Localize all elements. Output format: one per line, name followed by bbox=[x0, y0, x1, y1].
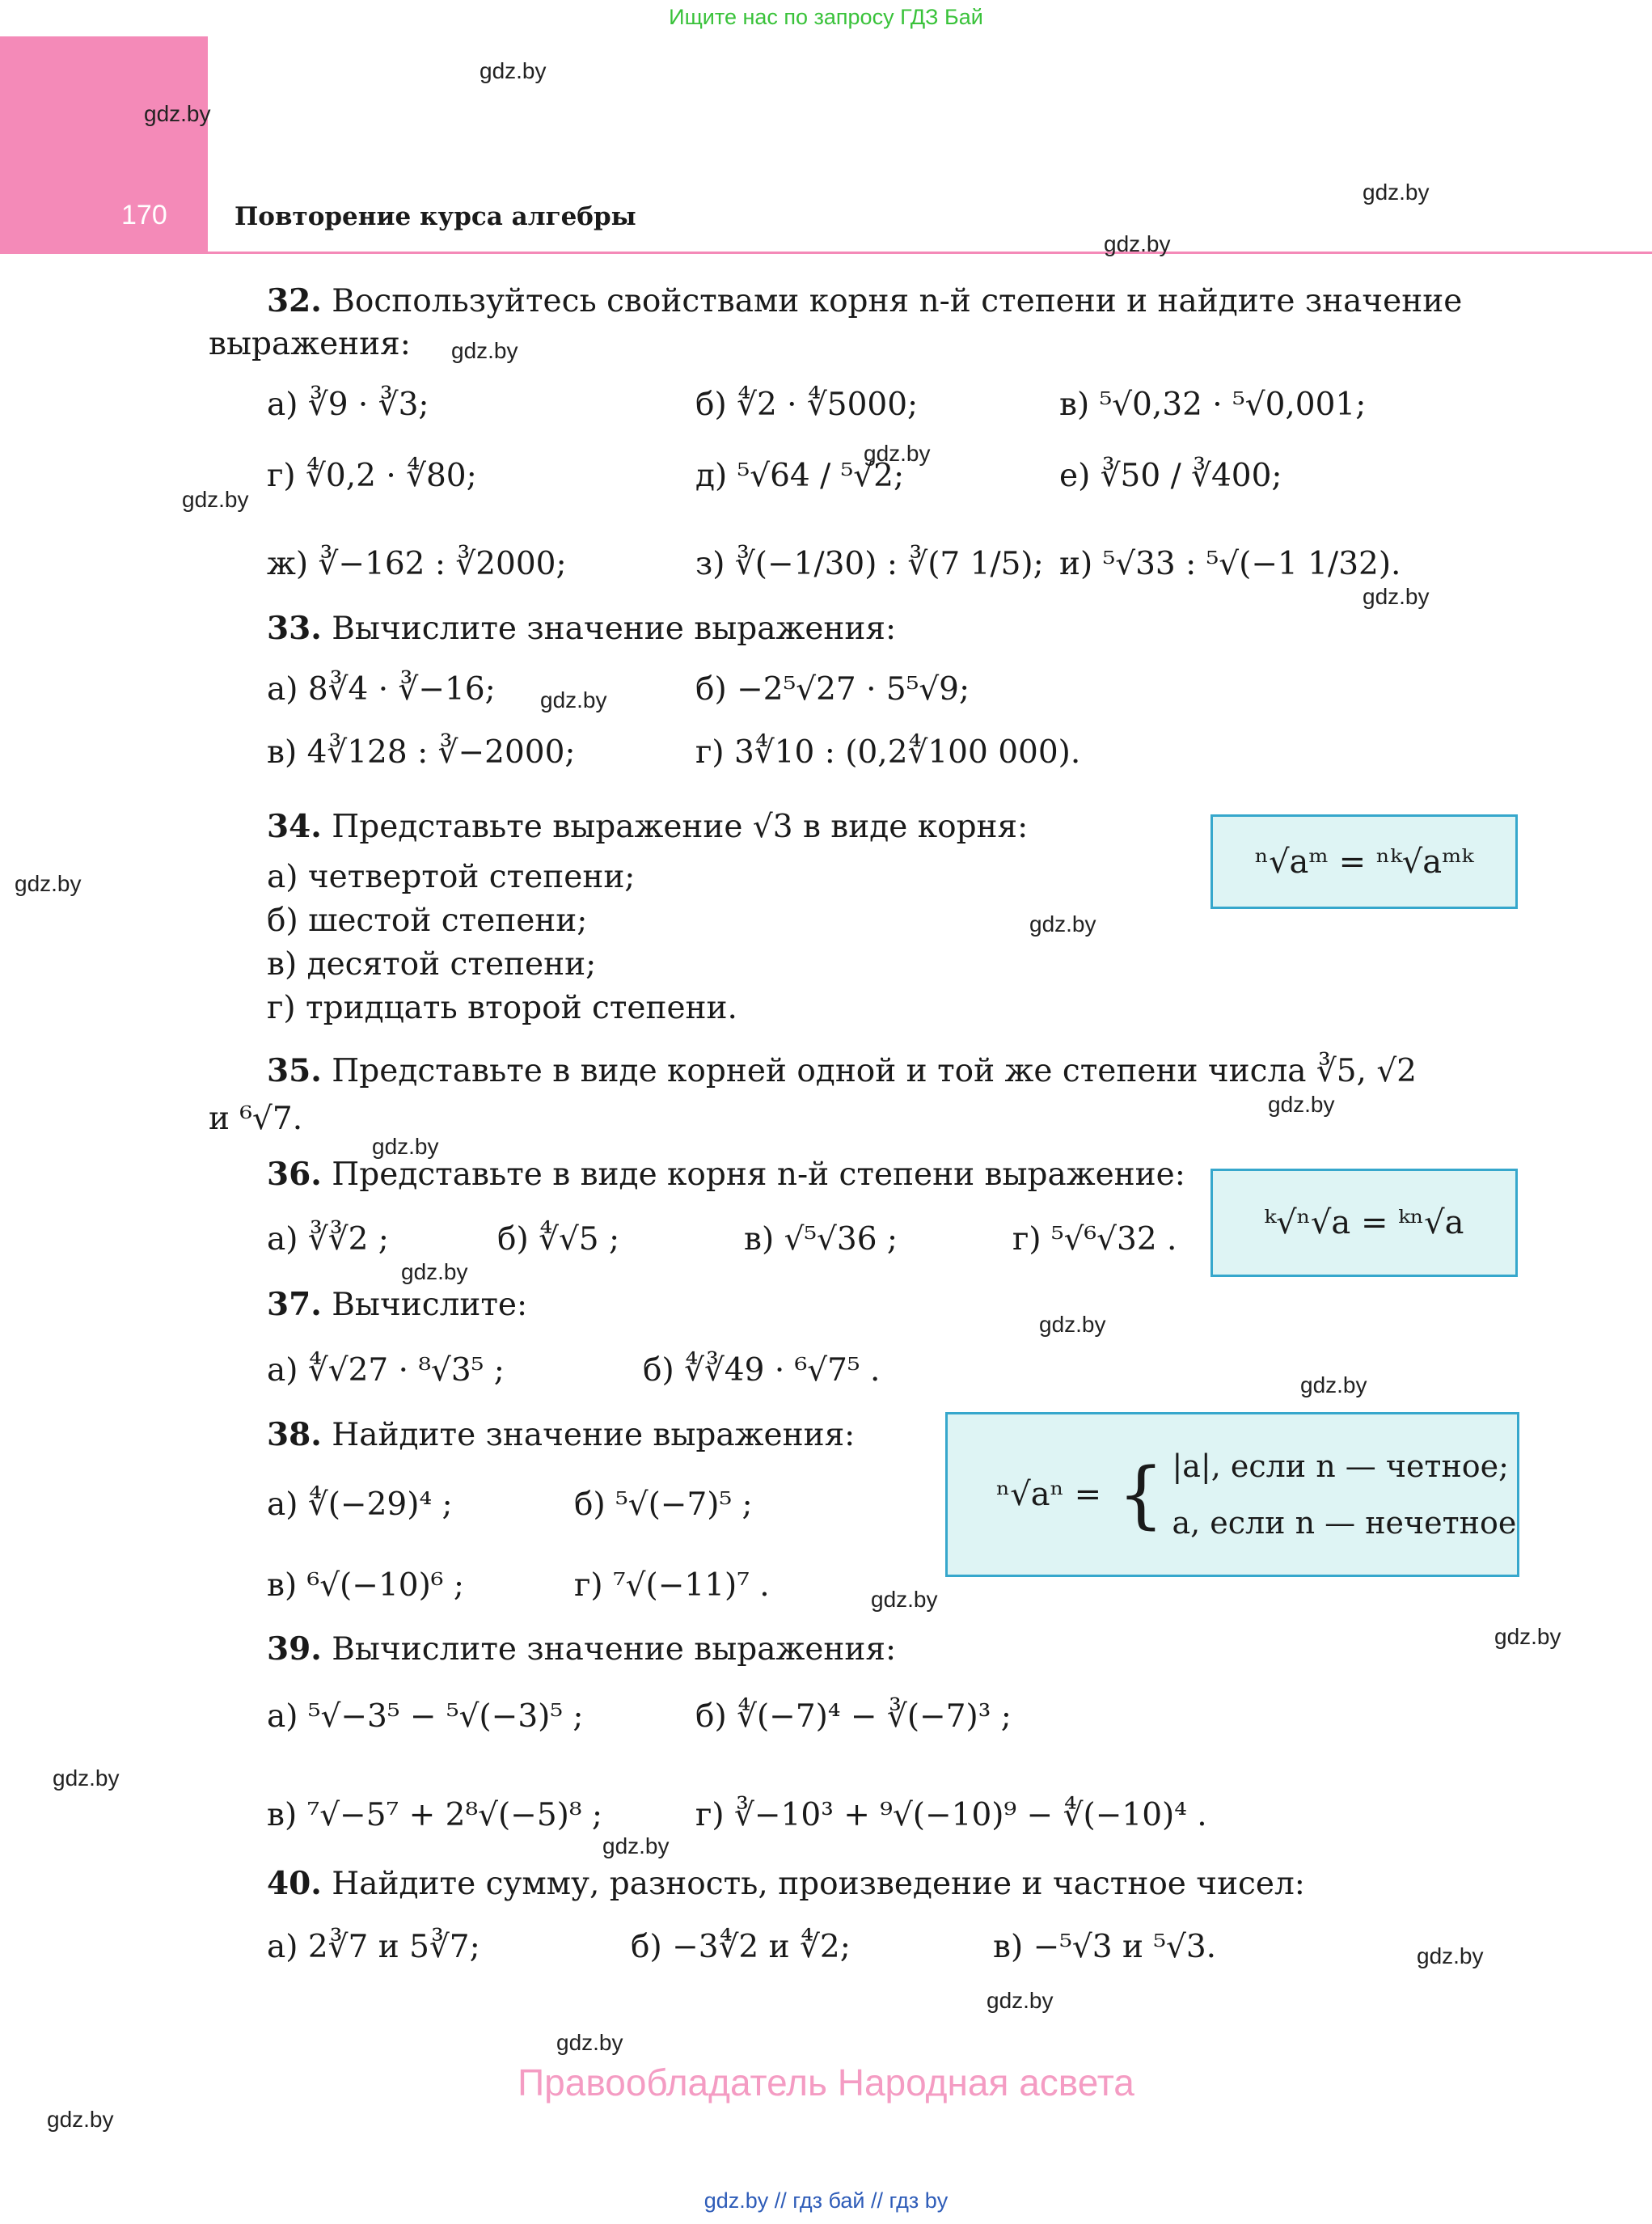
formula-box-nested-root: ᵏ√ⁿ√a = ᵏⁿ√a bbox=[1210, 1169, 1518, 1277]
page-number: 170 bbox=[121, 200, 167, 230]
task-33-item: в) 4∛128 : ∛−2000; bbox=[267, 734, 576, 771]
formula-cases bbox=[1172, 1448, 1516, 1541]
task-32-heading: 32. Воспользуйтесь свойствами корня n-й степени и найдите значение bbox=[267, 282, 1463, 319]
task-32-item: ж) ∛−162 : ∛2000; bbox=[267, 546, 567, 582]
task-33-item: а) 8∛4 · ∛−16; bbox=[267, 671, 496, 708]
formula-case-odd: a, если n — нечетное bbox=[1172, 1505, 1517, 1541]
task-38-item: в) ⁶√(−10)⁶ ; bbox=[267, 1567, 464, 1604]
watermark: gdz.by bbox=[1417, 1943, 1484, 1968]
task-33-item: б) −2⁵√27 · 5⁵√9; bbox=[695, 671, 970, 708]
task-34-heading: 34. Представьте выражение √3 в виде корня: bbox=[267, 808, 1029, 845]
task-33-item: г) 3∜10 : (0,2∜100 000). bbox=[695, 734, 1081, 771]
watermark: gdz.by bbox=[1029, 911, 1096, 937]
formula-even-odd-left: ⁿ√aⁿ = bbox=[996, 1476, 1102, 1513]
header-title: Повторение курса алгебры bbox=[234, 202, 636, 231]
task-38-item: б) ⁵√(−7)⁵ ; bbox=[574, 1486, 753, 1523]
task-32-item: и) ⁵√33 : ⁵√(−1 1/32). bbox=[1059, 546, 1401, 582]
footer-links[interactable]: gdz.by // гдз бай // гдз by bbox=[703, 2188, 949, 2213]
top-banner: Ищите нас по запросу ГДЗ Бай bbox=[669, 5, 983, 29]
task-32-item: д) ⁵√64 / ⁵√2; bbox=[695, 458, 905, 494]
task-32-item: з) ∛(−1/30) : ∛(7 1/5); bbox=[695, 546, 1044, 582]
formula-case-even: |a|, если n — четное; bbox=[1172, 1448, 1509, 1484]
task-34-item: а) четвертой степени; bbox=[267, 859, 636, 895]
task-40-item: б) −3∜2 и ∜2; bbox=[631, 1929, 851, 1965]
task-34-item: б) шестой степени; bbox=[267, 903, 588, 939]
watermark: gdz.by bbox=[53, 1765, 120, 1791]
task-38-item: г) ⁷√(−11)⁷ . bbox=[574, 1567, 770, 1604]
watermark: gdz.by bbox=[1363, 180, 1430, 205]
task-37-heading: 37. Вычислите: bbox=[267, 1286, 528, 1323]
task-32-item: е) ∛50 / ∛400; bbox=[1059, 458, 1282, 494]
task-39-item: г) ∛−10³ + ⁹√(−10)⁹ − ∜(−10)⁴ . bbox=[695, 1797, 1207, 1833]
formula-box-even-odd bbox=[945, 1412, 1519, 1577]
watermark: gdz.by bbox=[480, 58, 547, 83]
task-37-item: а) ∜√27 · ⁸√3⁵ ; bbox=[267, 1352, 505, 1389]
task-36-item: в) √⁵√36 ; bbox=[744, 1221, 898, 1258]
task-34-item: в) десятой степени; bbox=[267, 946, 597, 983]
task-39-item: а) ⁵√−3⁵ − ⁵√(−3)⁵ ; bbox=[267, 1698, 584, 1735]
task-37-item: б) ∜∛49 · ⁶√7⁵ . bbox=[643, 1352, 881, 1389]
watermark: gdz.by bbox=[1104, 231, 1171, 256]
watermark: gdz.by bbox=[144, 101, 211, 126]
formula-box-root-power: ⁿ√aᵐ = ⁿᵏ√aᵐᵏ bbox=[1210, 814, 1518, 909]
formula-brace: { bbox=[1118, 1452, 1164, 1537]
watermark: gdz.by bbox=[987, 1988, 1054, 2013]
watermark: gdz.by bbox=[602, 1833, 670, 1858]
task-33-heading: 33. Вычислите значение выражения: bbox=[267, 610, 897, 647]
watermark: gdz.by bbox=[1268, 1092, 1335, 1117]
watermark: gdz.by bbox=[47, 2107, 114, 2132]
watermark: gdz.by bbox=[1300, 1372, 1367, 1397]
task-32-item: б) ∜2 · ∜5000; bbox=[695, 387, 919, 423]
watermark: gdz.by bbox=[401, 1259, 468, 1284]
task-35-heading-cont: и ⁶√7. bbox=[209, 1101, 303, 1137]
task-34-item: г) тридцать второй степени. bbox=[267, 990, 737, 1026]
task-32-item: г) ∜0,2 · ∜80; bbox=[267, 458, 477, 494]
task-32-heading-cont: выражения: bbox=[209, 326, 411, 362]
watermark: gdz.by bbox=[451, 338, 518, 363]
watermark: gdz.by bbox=[864, 441, 931, 466]
copyright-note: Правообладатель Народная асвета bbox=[518, 2061, 1134, 2103]
task-32-item: а) ∛9 · ∛3; bbox=[267, 387, 429, 423]
task-36-item: а) ∛∛2 ; bbox=[267, 1221, 389, 1258]
header-divider bbox=[0, 252, 1652, 254]
task-40-heading: 40. Найдите сумму, разность, произведение и частное чисел: bbox=[267, 1865, 1305, 1902]
task-36-item: б) ∜√5 ; bbox=[497, 1221, 620, 1258]
task-39-heading: 39. Вычислите значение выражения: bbox=[267, 1630, 897, 1668]
task-39-item: в) ⁷√−5⁷ + 2⁸√(−5)⁸ ; bbox=[267, 1797, 603, 1833]
header-color-block bbox=[0, 36, 208, 253]
task-35-heading: 35. Представьте в виде корней одной и той же степени числа ∛5, √2 bbox=[267, 1052, 1417, 1089]
watermark: gdz.by bbox=[372, 1134, 439, 1159]
task-36-heading: 36. Представьте в виде корня n-й степени выражение: bbox=[267, 1156, 1185, 1193]
task-38-heading: 38. Найдите значение выражения: bbox=[267, 1416, 856, 1453]
task-39-item: б) ∜(−7)⁴ − ∛(−7)³ ; bbox=[695, 1698, 1012, 1735]
task-32-item: в) ⁵√0,32 · ⁵√0,001; bbox=[1059, 387, 1367, 423]
watermark: gdz.by bbox=[556, 2030, 623, 2055]
watermark: gdz.by bbox=[1363, 584, 1430, 609]
task-38-item: а) ∜(−29)⁴ ; bbox=[267, 1486, 453, 1523]
watermark: gdz.by bbox=[15, 871, 82, 896]
watermark: gdz.by bbox=[182, 487, 249, 512]
watermark: gdz.by bbox=[1039, 1312, 1106, 1337]
task-40-item: а) 2∛7 и 5∛7; bbox=[267, 1929, 480, 1965]
watermark: gdz.by bbox=[1494, 1624, 1561, 1649]
watermark: gdz.by bbox=[871, 1587, 938, 1612]
task-40-item: в) −⁵√3 и ⁵√3. bbox=[993, 1929, 1217, 1965]
watermark: gdz.by bbox=[540, 687, 607, 712]
task-36-item: г) ⁵√⁶√32 . bbox=[1012, 1221, 1177, 1258]
